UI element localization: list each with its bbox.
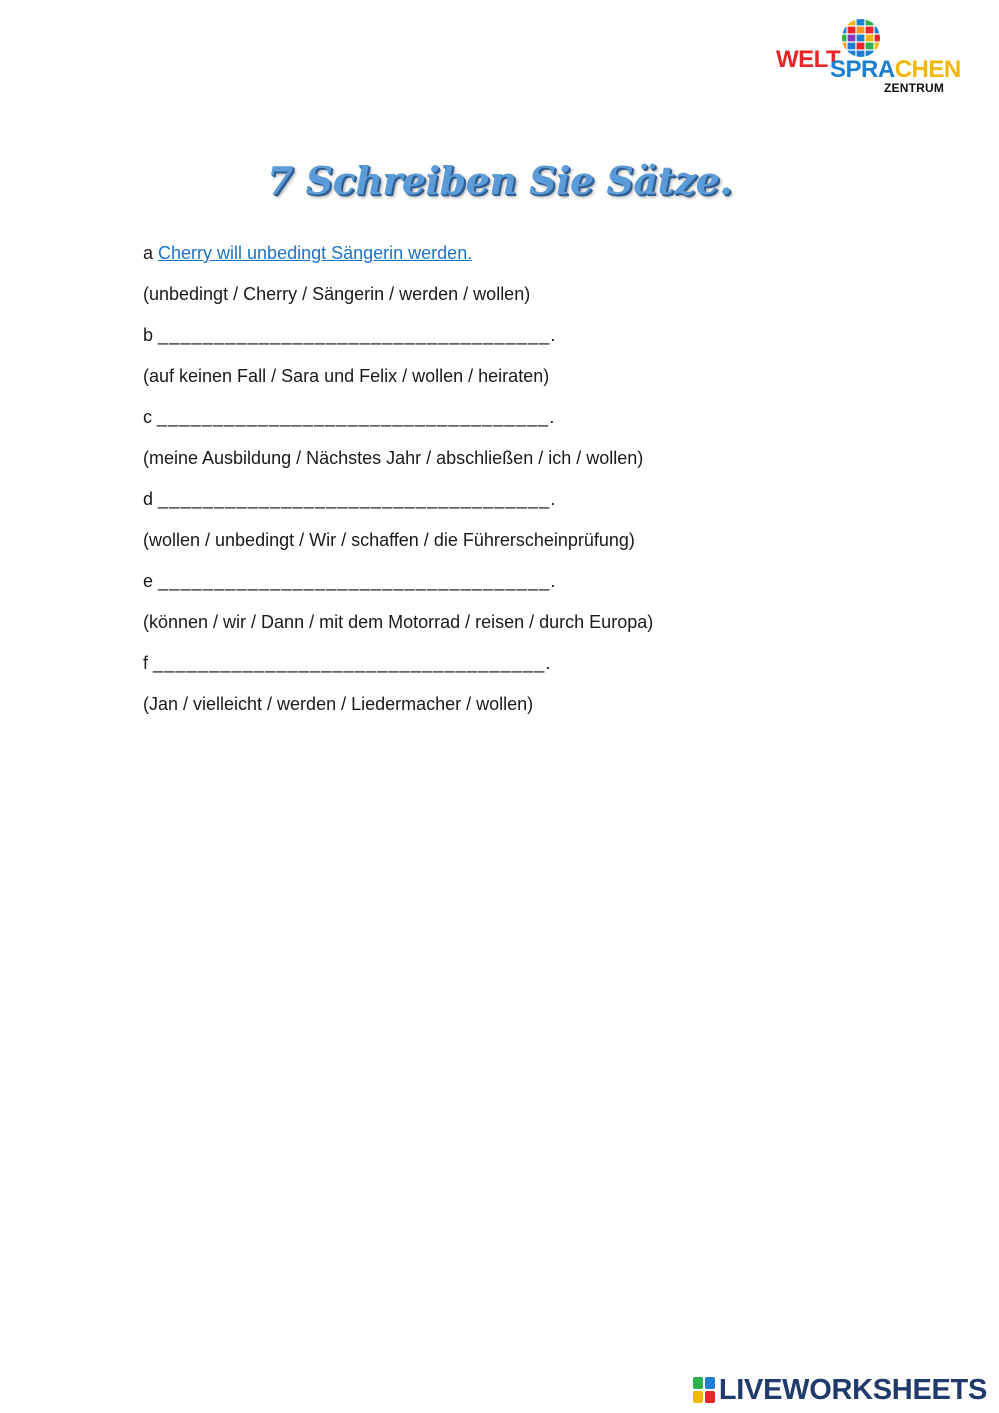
item-e-hint: (können / wir / Dann / mit dem Motorrad / reisen / durch Europa) [143,612,654,632]
item-letter: d [143,489,154,509]
logo-text-welt: WELT [776,46,841,73]
answer-blank[interactable]: ___________________________________. [157,407,556,427]
item-b-hint: (auf keinen Fall / Sara und Felix / wollen / heiraten) [143,366,550,386]
answer-link[interactable]: Cherry will unbedingt Sängerin werden. [158,243,473,263]
item-letter: c [143,407,152,427]
item-c-answer-line [143,407,903,448]
answer-blank[interactable]: ___________________________________. [153,653,552,673]
logo-text-sprachen: SPRACHEN [830,56,961,83]
item-d-answer-line [143,489,903,530]
item-b-answer-line [143,325,903,366]
page-title: 7 Schreiben Sie Sätze. [266,158,732,203]
answer-blank[interactable]: ___________________________________. [158,489,557,509]
globe-icon [838,18,884,58]
logo-text-zentrum: ZENTRUM [884,81,945,95]
item-c-hint: (meine Ausbildung / Nächstes Jahr / abschließen / ich / wollen) [143,448,644,468]
item-d-hint: (wollen / unbedingt / Wir / schaffen / die Führerscheinprüfung) [143,530,635,550]
item-a-hint: (unbedingt / Cherry / Sängerin / werden / wollen) [143,284,531,304]
liveworksheets-icon [693,1377,715,1403]
item-a-answer-line [143,243,903,284]
item-f-hint: (Jan / vielleicht / werden / Liedermacher / wollen) [143,694,534,714]
answer-blank[interactable]: ___________________________________. [158,325,557,345]
answer-blank[interactable]: ___________________________________. [158,571,557,591]
exercise-list [143,243,903,735]
weltsprachen-logo [770,18,965,98]
item-letter: b [143,325,154,345]
item-e-answer-line [143,571,903,612]
item-letter: f [143,653,149,673]
item-letter: a [143,243,154,263]
item-f-answer-line [143,653,903,694]
item-letter: e [143,571,154,591]
liveworksheets-brand [693,1375,987,1405]
footer-brand-text: LIVEWORKSHEETS [718,1373,987,1406]
